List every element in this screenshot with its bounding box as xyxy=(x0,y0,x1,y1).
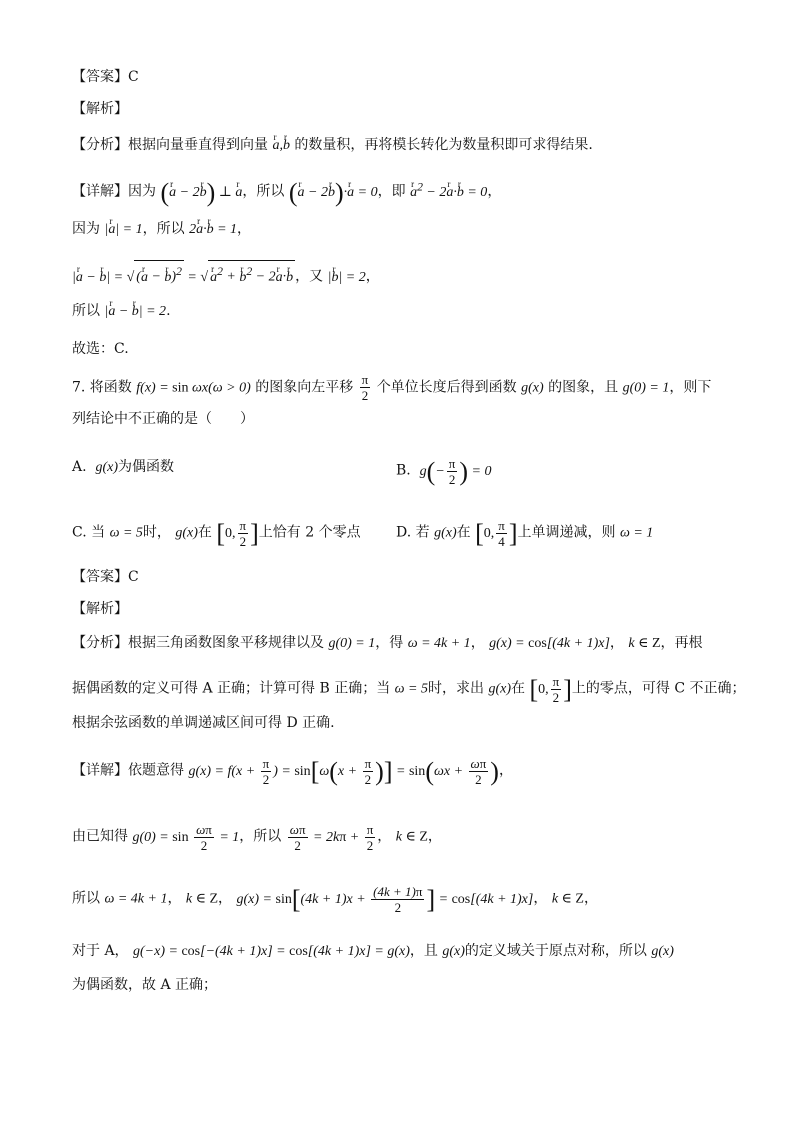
q7-jiexi-tag: 【解析】 xyxy=(72,601,128,617)
math-gx-cos: g(x) = cos[(4k + 1)x] xyxy=(489,636,610,651)
option-c-text-c: 上恰有 2 个零点 xyxy=(258,524,361,541)
q7-analysis-text-c: ，再根 xyxy=(660,635,703,651)
math-g0-b: g(0) = 1 xyxy=(328,636,376,651)
math-omega1: ω = 1 xyxy=(619,525,654,541)
answer-tag: 【答案】C xyxy=(72,69,139,85)
math-gx: g(x) xyxy=(521,380,544,396)
option-c-text-b: 在 xyxy=(197,524,212,541)
math-k-in-z: k ∈ Z xyxy=(628,636,661,651)
q7-analysis-text-a: 根据三角函数图象平移规律以及 xyxy=(128,635,324,651)
math-omega-pi-eq: $\frac{\omega\pi}{2}$ = 2kπ + $\frac{\pi}{2}$ xyxy=(289,822,374,853)
q7-analysis-text-b: ，得 xyxy=(375,635,404,651)
q7-answer-tag: 【答案】C xyxy=(72,569,139,585)
option-c xyxy=(72,518,361,549)
q7-forA-text-b: ，且 xyxy=(409,943,438,959)
math-k-in-z-2: k ∈ Z xyxy=(395,829,428,845)
detail-text-a: 因为 xyxy=(128,183,156,200)
math-omega5-b: ω = 5 xyxy=(394,681,428,697)
q7-analysis-line2-c: 在 xyxy=(511,680,525,697)
math-pi-over-2: $\frac{\pi}{2}$ xyxy=(361,372,369,403)
option-b-label: B. xyxy=(396,462,411,479)
detail-text-b: ，所以 xyxy=(242,183,285,200)
math-gx-shift: g(x) = f(x + $\frac{\pi}{2}$ ) = sin[ω(x + $\frac{\pi}{2}$ )] = sin(ωx + $\frac{\omega\pi}{2}$ ) xyxy=(188,756,499,787)
math-interval-pi4: [0, $\frac{\pi}{4}$ ] xyxy=(475,518,518,549)
math-interval-pi2: [0, $\frac{\pi}{2}$ ] xyxy=(216,518,259,549)
q7-stem-line2: 列结论中不正确的是（ ） xyxy=(72,411,254,427)
math-gx-d: g(x) xyxy=(434,525,457,541)
math-g0: g(0) = 1 xyxy=(622,380,670,396)
line4-text: 所以 xyxy=(72,303,100,319)
q7-so-text: 所以 xyxy=(72,890,100,907)
math-abs-a: |r a| = 1 xyxy=(104,222,142,237)
analysis-text: 根据向量垂直得到向量 xyxy=(128,137,268,153)
jiexi-tag: 【解析】 xyxy=(72,101,128,117)
math-gx-even: g(x) xyxy=(95,460,119,475)
stem-text-e: ，则下 xyxy=(669,379,712,396)
q6-detail-line1: 【详解】因为 (r a − 2r b) ⊥ r a，所以 (r a − 2r b)·r a = 0，即 r $a^2 - 2r$ a·r b = 0， xyxy=(72,176,501,204)
q7-forA-text-c: 的定义域关于原点对称，所以 xyxy=(464,943,647,959)
q7-forA-line2: 为偶函数，故 A 正确； xyxy=(72,977,218,993)
option-d-label: D. 若 xyxy=(396,524,430,541)
q7-analysis-line2-d: 上的零点，可得 C 不正确； xyxy=(571,680,746,697)
math-gx-f: g(x) xyxy=(442,944,465,959)
line2-text-b: ，所以 xyxy=(142,221,185,237)
q7-analysis-line2-b: 时，求出 xyxy=(428,680,484,697)
math-fx: f(x) = sin ωx(ω > 0) xyxy=(136,380,251,396)
q7-analysis-line3: 根据余弦函数的单调递减区间可得 D 正确. xyxy=(72,715,335,731)
math-k-in-z-3: k ∈ Z xyxy=(185,891,219,907)
q7-analysis-line2-a: 据偶函数的定义可得 A 正确；计算可得 B 正确；当 xyxy=(72,680,391,697)
option-d-text-b: 上单调递减，则 xyxy=(517,524,616,541)
option-c-label: C. 当 xyxy=(72,524,106,541)
q7-detail-tag: 【详解】 xyxy=(72,762,128,779)
q7-known-text-a: 由已知得 xyxy=(72,828,128,845)
q7-analysis-tag: 【分析】 xyxy=(72,635,128,651)
option-c-text-a: 时， xyxy=(142,524,171,541)
stem-text-c: 个单位长度后得到函数 xyxy=(376,379,517,396)
math-g-neg-pi2: g(− $\frac{\pi}{2}$ ) = 0 xyxy=(419,456,492,487)
q7-analysis-line1: 【分析】根据三角函数图象平移规律以及 g(0) = 1，得 ω = 4k + 1， g(x) = cos[(4k + 1)x]， k ∈ Z，再根 xyxy=(72,635,703,651)
math-omega5: ω = 5 xyxy=(109,525,143,541)
math-omega-4k1-b: ω = 4k + 1 xyxy=(104,891,168,907)
q7-detail-text-a: 依题意得 xyxy=(128,762,184,779)
math-result: |r a − r b| = 2 xyxy=(104,304,166,319)
detail-tag: 【详解】 xyxy=(72,183,128,200)
math-g-negx: g(−x) = cos[−(4k + 1)x] = cos[(4k + 1)x] = g(x) xyxy=(133,944,410,959)
math-2ab: 2r a·r b = 1 xyxy=(189,222,237,237)
option-b xyxy=(396,456,491,487)
math-k-in-z-4: k ∈ Z xyxy=(551,891,584,907)
math-interval-pi2-b: [0, $\frac{\pi}{2}$ ] xyxy=(529,674,572,705)
stem-text-b: 的图象向左平移 xyxy=(255,379,354,396)
option-a xyxy=(72,456,174,479)
q6-line3: |r a − r b| = √ (r a − r b)$^2$ = √r $a^2 + r$ $b^2 - 2r$ a·r b ，又 |r b| = 2， xyxy=(72,260,380,289)
q6-analysis-line xyxy=(72,134,593,157)
detail-text-c: ，即 xyxy=(377,183,406,200)
math-g0-sin: g(0) = sin $\frac{\omega\pi}{2}$ = 1 xyxy=(132,822,240,853)
q7-analysis-line2 xyxy=(72,674,746,705)
conclusion: 故选：C. xyxy=(72,341,129,357)
math-omega-4k1: ω = 4k + 1 xyxy=(407,636,471,651)
line2-text-a: 因为 xyxy=(72,221,100,237)
math-gx-sin-cos: g(x) = sin[(4k + 1)x + $\frac{(4k + 1)\pi}{2}$ ] = cos[(4k + 1)x] xyxy=(236,884,534,915)
q7-known-text-b: ，所以 xyxy=(239,828,282,845)
math-gx-c: g(x) xyxy=(175,525,198,541)
option-d-text-a: 在 xyxy=(456,524,471,541)
math-dot-zero: (r a − 2r b)·r a = 0 xyxy=(289,185,378,200)
analysis-text-2: 的数量积，再将模长转化为数量积即可求得结果. xyxy=(294,137,593,153)
math-expand: r $a^2 - 2r$ a·r b = 0 xyxy=(410,185,487,200)
q7-known-line: 由已知得 g(0) = sin $\frac{\omega\pi}{2}$ = 1，所以 $\frac{\omega\pi}{2}$ = 2kπ + $\frac{\pi}{2}$ ， k ∈ Z， xyxy=(72,822,442,853)
q7-so-line: 所以 ω = 4k + 1， k ∈ Z， g(x) = sin[(4k + 1)x + $\frac{(4k + 1)\pi}{2}$ ] = cos[(4k + 1)x]， k ∈ Z， xyxy=(72,884,598,915)
q7-forA-text-a: 对于 A， xyxy=(72,943,129,959)
q7-stem-line1 xyxy=(72,372,711,403)
q6-line4: 所以 |r a − r b| = 2. xyxy=(72,300,171,323)
math-modulus: |r a − r b| = √ (r a − r b)$^2$ = √r $a^2 + r$ $b^2 - 2r$ a·r b xyxy=(72,270,295,285)
stem-text-a: 7. 将函数 xyxy=(72,379,132,396)
math-vectors-ab: r a,r b xyxy=(272,138,290,153)
stem-text-d: 的图象，且 xyxy=(548,379,619,396)
option-a-text: 为偶函数 xyxy=(118,459,175,475)
analysis-tag: 【分析】 xyxy=(72,137,128,153)
math-gx-g: g(x) xyxy=(651,944,674,959)
option-d xyxy=(396,518,653,549)
option-a-label: A. xyxy=(72,459,87,475)
q7-detail-line1: 【详解】依题意得 g(x) = f(x + $\frac{\pi}{2}$ ) = sin[ω(x + $\frac{\pi}{2}$ )] = sin(ωx + $\frac{\omega\pi}{2}$ )， xyxy=(72,756,513,787)
line3-text: ，又 xyxy=(295,268,324,285)
q7-forA-line1 xyxy=(72,940,674,963)
q6-line2: 因为 |r a| = 1，所以 2r a·r b = 1， xyxy=(72,218,251,241)
math-perp: (r a − 2r b) ⊥ r a xyxy=(160,185,242,200)
math-abs-b: |r b| = 2 xyxy=(328,270,366,285)
math-gx-e: g(x) xyxy=(488,681,511,697)
